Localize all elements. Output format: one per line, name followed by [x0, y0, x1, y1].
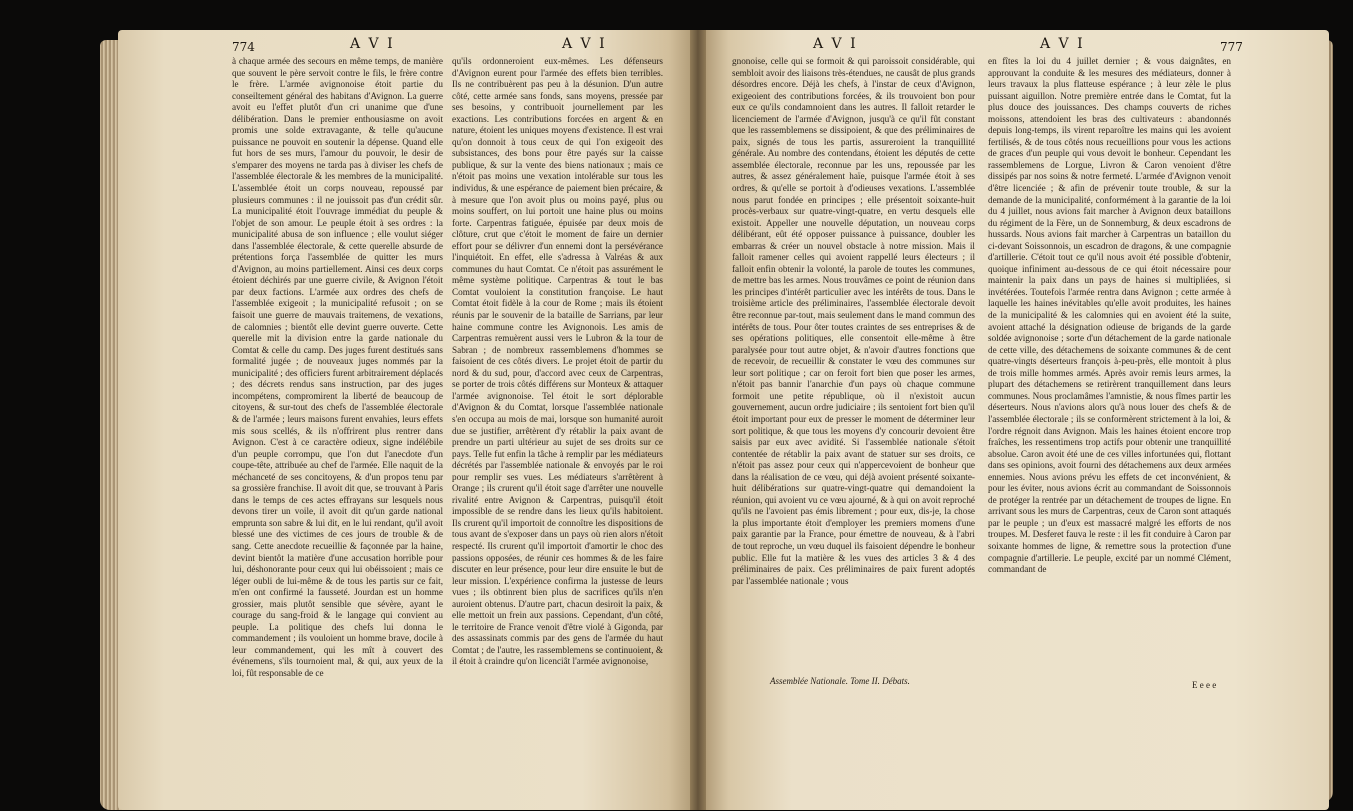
- right-header-col1: A V I: [813, 36, 858, 52]
- right-col2-text: en fîtes la loi du 4 juillet dernier ; & vous daignâtes, en approuvant la conduite & les mesures des médiateurs, donner à leurs travaux la plus flatteuse espérance ; à leur zèle le plus puissant aiguillon. Notre première entrée dans le Comtat, fut la plus douce des jouissances. Des champs couverts de riches moissons, attendoient les bras des cultivateurs : abandonnés depuis long-temps, ils virent reparoître les mains qui les avoient fertilisés, & de tous côtés nous recueillions pour vous les actions de graces d'un peuple qui vous devoit le bonheur. Cependant les rassemblemens de Lorgue, Livron & Caron venoient d'être dissipés par nos soins & notre fermeté. L'armée d'Avignon venoit d'être licenciée ; & afin de prévenir toute trouble, & sur la demande de la municipalité, conformément à la garantie de la loi du 4 juillet, nous avions fait marcher à Avignon deux bataillons du régiment de la Fère, un de Sonnemburg, & deux escadrons de hussards. Nous avions fait marcher à Carpentras un bataillon du ci-devant Soissonnois, un escadron de dragons, & une compagnie d'artillerie. C'étoit tout ce qu'il nous avoit été possible d'obtenir, quoique infiniment au-dessous de ce qui étoit nécessaire pour maintenir la paix dans un pays de haines si multipliées, si invétérées. Toutefois l'armée rentra dans Avignon ; cette armée à laquelle les haines inévitables qu'elle avoit produites, les haines de la municipalité & les calomnies qui en avoient été la suite, avoient attaché la désignation odieuse de brigands de la garde soldée avignonoise ; sorte d'un détachement de la garde nationale de cette ville, des détachemens de soixante communes & de cent quatre-vingts déserteurs françois à-peu-près, elle montoit à plus de trois mille hommes armés. Après avoir remis leurs armes, la plupart des détachemens se retirèrent tranquillement dans leurs communes. Nous proclamâmes l'amnistie, & nous fîmes partir les déserteurs. Nous n'avions alors qu'à nous louer des chefs & de l'assemblée électorale ; ils se conformèrent strictement à la loi, & l'ordre régnoit dans Avignon. Mais les haines étoient encore trop fraîches, les ressentimens trop actifs pour obtenir une tranquillité absolue. Caron avoit été une de ces villes infortunées qui, flottant dans ses opinions, avoit fourni des détachemens aux deux armées ennemies. Nous avions prévu les effets de cet inconvénient, & pour les éviter, nous avions écrit au commandant de Soissonnois de protéger la rentrée par un détachement de troupes de ligne. En arrivant sous les murs de Carpentras, ceux de Caron sont attaqués par le peuple ; un d'eux est massacré malgré les efforts de nos troupes. M. Desferet fauva le reste : il les fit conduire à Caron par soixante hommes de ligne, & remettre sous la protection d'une compagnie d'artillerie. Le peuple, excité par un nommé Clément, commandant de: [988, 56, 1231, 575]
- left-header-col2: A V I: [562, 36, 607, 52]
- book-gutter: [690, 30, 706, 810]
- right-header-col2: A V I: [1040, 36, 1085, 52]
- left-col1-text: à chaque armée des secours en même temps, de manière que souvent le père servoit contre le fils, le frère contre le frère. L'armée avignonoise étoit partie du conseiltement général des habitans d'Avignon. La guerre avoit eu l'effet plutôt d'un cri unanime que d'une délibération. Dans le premier enthousiasme on avoit promis une solde extravagante, & telle qu'aucune puissance ne pouvoit en soutenir la dépense. Quand elle fut hors de ses murs, l'amour du pouvoir, le desir de s'emparer des moyens ne tarda pas à diviser les chefs de l'assemblée électorale & les membres de la municipalité. L'assemblée étoit un corps nouveau, repoussé par plusieurs communes : il ne jouissoit pas d'un crédit sûr. La municipalité étoit l'ouvrage immédiat du peuple & l'objet de son amour. Le peuple étoit à ses ordres : la municipalité abusa de son influence ; elle voulut siéger dans l'assemblée électorale, & cette querelle absurde de prétentions força l'assemblée de quitter les murs d'Avignon, au moins partiellement. Ainsi ces deux corps étoient déchirés par une guerre civile, & Avignon l'étoit par deux factions. L'armée aux ordres des chefs de l'assemblée exigeoit ; la municipalité refusoit ; on se faisoit une guerre de mauvais traitemens, de vexations, de calomnies ; bientôt elle devint guerre ouverte. Cette querelle mit la division entre la garde nationale du Comtat & celle du camp. Des juges furent destitués sans formalité jugée ; de nouveaux juges nommés par la municipalité ; des officiers furent arbitrairement déplacés ; des décrets rendus sans instruction, par des juges incompétens, compromirent la liberté de beaucoup de citoyens, & sur-tout des chefs de l'assemblée électorale & de l'armée ; leurs maisons furent envahies, leurs effets mis sous scellés, & ils n'offrirent plus rentrer dans Avignon. C'est à ce caractère odieux, signe indélébile d'un peuple corrompu, que l'on dut l'anecdote d'un coupe-tête, attribuée au chef de l'armée. Elle naquit de la méchanceté de ses concitoyens, & d'un propos tenu par sa grossière franchise. Il avoit dit que, se trouvant à Paris dans le temps de ces actes effrayans sur lesquels nous devons tirer un voile, il avoit dit qu'un garde national emprunta son sabre & lui dit, en le lui rendant, qu'il avoit blessé une des victimes de ces jours de trouble & de sang. Cette anecdote recueillie & façonnée par la haine, devint bientôt la matière d'une accusation horrible pour lui, déshonorante pour ceux qui lui obéissoient ; mais ce léger oubli de lui-même & de tous les partis sur ce fait, m'en ont confirmé la fausseté. Jourdan est un homme grossier, mais plutôt sensible que sévère, ayant le courage du sang-froid & le langage qui convient au peuple. La politique des chefs lui donna le commandement ; ils vouloient un homme brave, docile à leur commandement, qui les mît à couvert des événemens, s'ils tournoient mal, & qui, aux yeux de la loi, fût responsable de ce: [232, 56, 443, 678]
- right-column-1: [732, 56, 975, 672]
- left-header-col1: A V I: [350, 36, 395, 52]
- footer-series-title: Assemblée Nationale. Tome II. Débats.: [770, 676, 910, 686]
- right-column-2: [988, 56, 1231, 688]
- right-col1-text: gnonoise, celle qui se formoit & qui paroissoit considérable, qui sembloit avoir des liaisons très-étendues, ne causât de plus grands désordres encore. Déjà les chefs, à l'instar de ceux d'Avignon, exigeoient des contributions forcées, & ils trouvoient bon pour eux ce qu'ils condamnoient dans les autres. Il falloit retarder le licenciement de l'armée d'Avignon, jusqu'à ce qu'il fût constant que les rassemblemens se dissipoient, & que des préliminaires de paix, signés de tous les partis, assureroient la tranquillité générale. Au nombre des contendans, étoient les députés de cette assemblée électorale, reconnue par les uns, repoussée par les autres, & assez généralement haïe, puisque l'armée étoit à ses ordres, & qu'elle se portoit à d'odieuses vexations. L'assemblée nous parut fondée en principes ; elle présentoit soixante-huit procès-verbaux sur quatre-vingt-quatre, en vertu desquels elle existoit. Appeller une nouvelle députation, un nouveau corps délibérant, eût été opposer puissance à puissance, doubler les embarras & créer un nouvel obstacle à notre mission. Mais il falloit ramener celles qui avoient rappellé leurs électeurs ; il falloit enfin obtenir la volonté, la parole de toutes les communes, de mettre bas les armes. Nous trouvâmes ce point de réunion dans les principes d'intérêt particulier avec les intérêts de tous. Dans le troisième article des préliminaires, l'assemblée électorale devoit être reconnue par-tout, mais seulement dans le mand commun des intérêts de tous. Pour ôter toutes craintes de ses entreprises & de ses opérations politiques, elle consentoit elle-même à être paralysée pour tout autre objet, & n'avoir d'autres fonctions que de recevoir, de recueillir & constater le vœu des communes sur leur sort politique ; car on feroit fort bien que poser les armes, n'étoit pas bannir l'anarchie d'un pays où chaque commune formoit une petite république, où il n'existoit aucun gouvernement, aucun ordre judiciaire ; ils sentoient fort bien qu'il étoit important pour eux de presser le moment de déterminer leur sort politique, & que tous les moyens d'y concourir devoient être saisis par eux avec avidité. Si l'assemblée nationale s'étoit contentée de rétablir la paix avant de statuer sur ses droits, ce n'étoit pas assez pour ceux qui n'appercevoient de bonheur que dans la réalisation de ce vœu, qui déjà avoient présenté soixante-huit délibérations sur quatre-vingt-quatre qui demandoient la réunion, qui avoient vu ce vœu ajourné, & à qui on avoit reproché qu'ils ne l'avoient pas émis librement ; pour eux, dis-je, la chose la plus importante étoit d'employer les premiers momens d'une paix garantie par la France, pour émettre de nouveau, & à l'abri de tout reproche, un vœu duquel ils faisoient dépendre le bonheur public. Elle fut la matière & les vues des articles 3 & 4 des préliminaires de paix. Ces préliminaires de paix furent adoptés par l'assemblée nationale ; vous: [732, 56, 975, 586]
- left-column-2: [452, 56, 663, 676]
- left-col2-text: qu'ils ordonneroient eux-mêmes. Les défenseurs d'Avignon eurent pour l'armée des effets bien terribles. Ils ne contribuèrent pas peu à la désunion. D'un autre côté, cette armée sans fonds, sans moyens, pressée par ses besoins, y contribuoit journellement par les exactions. Les contributions forcées en argent & en nature, étoient les uniques moyens d'existence. Il est vrai qu'on donnoit à tous ceux de qui l'on exigeoit des subsistances, des bons pour être payés sur la caisse publique, & sur la vente des biens nationaux ; mais ce n'étoit pas moins une vexation intolérable sur tous les individus, & une espérance de paiement bien précaire, & à mesure que l'on avoit plus ou moins payé, plus ou moins souffert, on lui portoit une haine plus ou moins forte. Carpentras fatiguée, épuisée par deux mois de clôture, crut que c'étoit le moment de faire un dernier effort pour se délivrer d'un ennemi dont la persévérance l'inquiétoit. En effet, elle s'adressa à Valréas & aux communes du haut Comtat. Ce n'étoit pas assurément le même système politique. Carpentras & tout le bas Comtat vouloient la constitution françoise. Le haut Comtat étoit fidèle à la cour de Rome ; mais ils étoient réunis par le souvenir de la bataille de Sarrians, par leur haine commune contre les Avignonois. Les amis de Carpentras remuèrent aussi vers le Lubron & la tour de Sabran ; de nombreux rassemblemens d'hommes se faisoient de ces côtés divers. Le projet étoit de partir du nord & du sud, pour, d'accord avec ceux de Carpentras, se porter de trois côtés différens sur Monteux & attaquer l'armée avignonoise. Tel étoit le sort déplorable d'Avignon & du Comtat, lorsque l'assemblée nationale s'en occupa au mois de mai, lorsque son humanité auroit due se justifier, arrêtèrent d'y rétablir la paix avant de prendre un parti ultérieur au sujet de ses droits sur ce pays. Telle fut enfin la tâche à remplir par les médiateurs décrétés par l'assemblée nationale & envoyés par le roi pour remplir ses vues. Les médiateurs s'arrêtèrent à Orange ; ils crurent qu'il étoit sage d'arrêter une nouvelle rivalité entre Avignon & Carpentras, puisqu'il étoit impossible de se rendre dans les lieux qu'ils habitoient. Ils crurent qu'il importoit de connoître les dispositions de tous avant de s'exposer dans un pays où rien alors n'étoit respecté. Ils crurent qu'il importoit d'amortir le choc des passions opposées, de réunir ces hommes & de les faire discuter en leur présence, pour leur dire ensuite le but de leur mission. L'expérience confirma la justesse de leurs vues ; ils obtinrent bien plus de sacrifices qu'ils n'en auroient obtenus. D'autre part, chacun desiroit la paix, & elle mettoit un frein aux passions. Cependant, d'un côté, le territoire de France venoit d'être violé à Gigonda, par des assassinats commis par des gens de l'armée du haut Comtat ; de l'autre, les rassemblemens se continuoient, & il étoit à craindre qu'on licenciât l'armée avignonoise,: [452, 56, 663, 667]
- left-column-1: [232, 56, 443, 676]
- right-page-number: 777: [1220, 40, 1243, 54]
- left-page-number: 774: [232, 40, 255, 54]
- footer-signature-mark: E e e e: [1192, 680, 1217, 690]
